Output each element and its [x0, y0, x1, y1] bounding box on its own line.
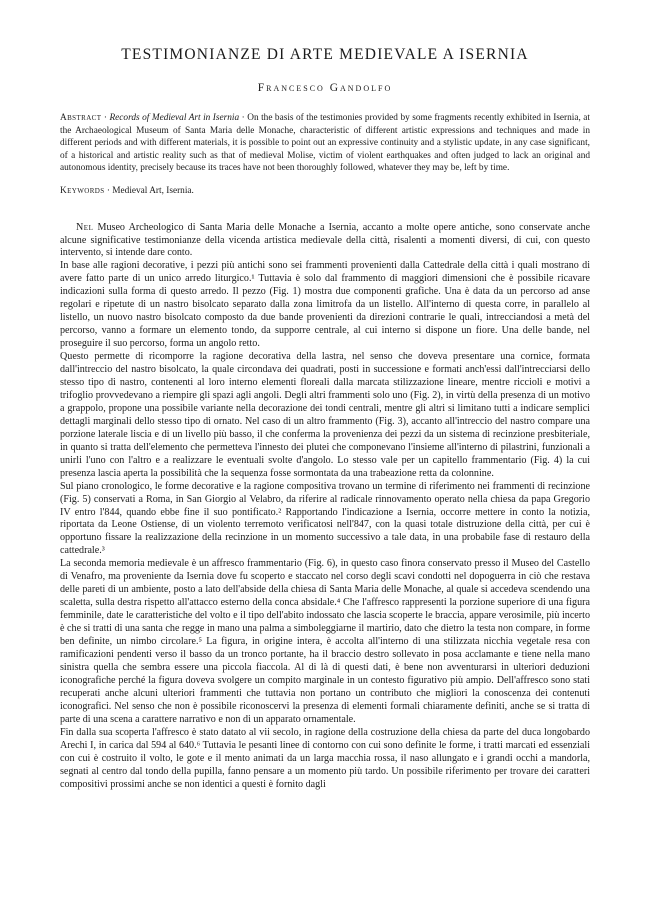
abstract-heading: Records of Medieval Art in Isernia	[109, 113, 240, 123]
abstract-label: Abstract	[60, 113, 102, 123]
paragraph-lead: Nel	[76, 221, 94, 233]
abstract	[60, 112, 590, 175]
body-paragraph: In base alle ragioni decorative, i pezzi più antichi sono sei frammenti provenienti dalla Cattedrale della città i quali mostrano di avere fatto parte di un unico arredo liturgico.¹ Tuttavia è solo dal frammento di maggiori dimensioni che è possibile ricavare indicazioni sulla forma di questo arredo. Il pezzo (Fig. 1) mostra due componenti grafiche. Una è data da un percorso ad anse regolari e ripetute di un nastro bisolcato separato dalla zona limitrofa da un listello. All'interno di questa corre, in parallelo al listello, un nuovo nastro bisolcato composto da due bande provenienti da direzioni contrarie le quali, intrecciandosi a metà del percorso, vanno a formare un elemento tondo, da supporre centrale, al cui interno si dispone un fiore. Una delle bande, nel proseguire il suo percorso, forma un angolo retto.	[60, 260, 590, 350]
body-paragraph: Questo permette di ricomporre la ragione decorativa della lastra, nel senso che doveva presentare una cornice, formata dall'intreccio del nastro bisolcato, la quale circondava dei quadrati, posti in successione e formati anch'essi dall'intrecciarsi dello stesso tipo di nastro, contenenti al loro interno elementi floreali dalla marcata stilizzazione lineare, mentre riccioli e motivi a trifoglio provvedevano a riempire gli spazi agli angoli. Degli altri frammenti solo uno (Fig. 2), in virtù della presenza di un motivo a grappolo, propone una possibile variante nella decorazione dei tondi centrali, mentre gli altri si limitano tutti a indicare semplici dettagli marginali dello stesso tipo di ornato. Nel caso di un altro frammento (Fig. 3), accanto all'intreccio del nastro compare una porzione laterale liscia e di un livello più basso, il che conferma la provenienza dei pezzi da un sistema di recinzione presbiteriale, in quanto si tratta dell'elemento che permetteva l'innesto dei plutei che componevano l'insieme all'interno di pilastrini, funzionali a unirli l'uno con l'altro e a realizzare le eventuali svolte d'angolo. Lo stesso vale per un capitello frammentario (Fig. 4) la cui presenza lascia aperta la possibilità che la sequenza fosse sormontata da una trabeazione retta da colonnine.	[60, 351, 590, 479]
keywords-text: Medieval Art, Isernia.	[112, 185, 194, 196]
paragraph-text: Museo Archeologico di Santa Maria delle Monache a Isernia, accanto a molte opere antiche, sono conservate anche alcune significative testimonianze della vicenda artistica medievale della città, risalenti a momenti diversi, di cui, con questo intervento, si intende dare conto.	[60, 221, 590, 259]
article-body	[60, 222, 590, 792]
abstract-separator-2: ·	[239, 113, 248, 123]
body-paragraph: Fin dalla sua scoperta l'affresco è stato datato al vii secolo, in ragione della costruzione della chiesa da parte del duca longobardo Arechi I, in carica dal 594 al 640.⁶ Tuttavia le pesanti linee di contorno con cui sono definite le forme, i tratti marcati ed essenziali con cui è costruito il volto, le gote e il mento animati da un larga macchia rossa, il naso allungato e i grandi occhi a mandorla, segnati al centro dal tondo della pupilla, fanno pensare a un momento più tardo. Un possibile riferimento per trovare dei caratteri compositivi prossimi anche se non identici a questi è fornito dagli	[60, 726, 590, 790]
body-paragraph: La seconda memoria medievale è un affresco frammentario (Fig. 6), in questo caso finora conservato presso il Museo del Castello di Venafro, ma proveniente da Isernia dove fu scoperto e staccato nel corso degli scavi condotti nel dopoguerra in ciò che restava delle pareti di un ambiente, posto a lato dell'abside della chiesa di Santa Maria delle Monache, al quale si accedeva scendendo una scaletta, sulla destra rispetto all'attacco esterno della conca absidale.⁴ Che l'affresco rappresenti la porzione superiore di una figura femminile, date le caratteristiche del volto e il tipo dell'abito indossato che lascia scoperte le braccia, appare verosimile, più incerto è che si tratti di una santa che regge in mano una palma a simboleggiarne il martirio, dato che dietro la testa non compare, in forme ben definite, un nimbo circolare.⁵ La figura, in origine intera, è accolta all'interno di una stilizzata nicchia vegetale resa con ramificazioni pendenti verso il basso da un tronco portante, ha il braccio destro sollevato in posa acclamante e tiene nella mano sinistra quella che sembra essere una piccola fiaccola. Al di là di questi dati, è bene non avventurarsi in ulteriori deduzioni iconografiche perché la figura doveva svolgere un compito marginale in un contesto figurativo più ampio. Dell'affresco sono stati recuperati anche alcuni ulteriori frammenti che tuttavia non portano un contributo che migliori la conoscenza dei contenuti iconografici. Nel senso che non è possibile riconoscervi la presenza di elementi formali chiaramente definiti, anche se si tratta di parte di una scena a carattere narrativo e non di un apparato ornamentale.	[60, 558, 590, 725]
paper-page	[60, 46, 590, 792]
keywords	[60, 185, 590, 198]
keywords-label: Keywords	[60, 185, 105, 196]
author-name: Francesco Gandolfo	[257, 82, 393, 94]
body-paragraph	[60, 222, 590, 261]
abstract-text: On the basis of the testimonies provided by some fragments recently exhibited in Isernia, at the Archaeological Museum of Santa Maria delle Monache, characteristic of different artistic expressions and techniques and made in different periods and with different materials, it is possible to point out an expressive continuity and a stylistic update, in any case significant, of a historical and artistic reality such as that of medieval Molise, victim of violent earthquakes and often judged to lack an original and autonomous identity, precisely because its traces have not been thoroughly followed, whatever they may be, left by time.	[60, 113, 591, 174]
abstract-separator: ·	[101, 113, 110, 123]
body-paragraph: Sul piano cronologico, le forme decorative e la ragione compositiva trovano un termine di riferimento nei frammenti di recinzione (Fig. 5) conservati a Roma, in San Giorgio al Velabro, da riferire al radicale rinnovamento operato nella chiesa da papa Gregorio IV entro l'844, quando ebbe fine il suo pontificato.² Rapportando l'indicazione a Isernia, occorre mettere in conto la notizia, riportata da Leone Ostiense, di un violento terremoto verificatosi nell'847, con la quasi totale distruzione della città, per cui è opportuno fissare la realizzazione della recinzione in un momento successivo a tale data, in una probabile fase di restauro della cattedrale.³	[60, 480, 590, 557]
paper-title: TESTIMONIANZE DI ARTE MEDIEVALE A ISERNIA	[121, 46, 529, 63]
keywords-separator: ·	[104, 185, 113, 196]
